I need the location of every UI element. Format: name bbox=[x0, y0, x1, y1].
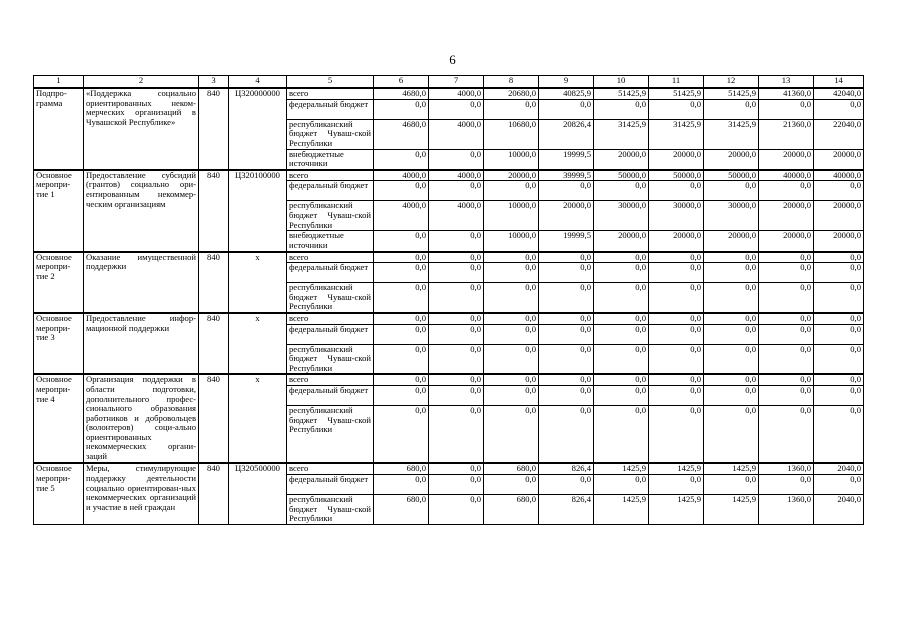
column-number-14: 14 bbox=[814, 76, 864, 89]
amount-cell: 31425,9 bbox=[649, 119, 704, 149]
amount-cell: 0,0 bbox=[429, 263, 484, 283]
amount-cell: 0,0 bbox=[814, 181, 864, 201]
amount-cell: 0,0 bbox=[594, 374, 649, 385]
amount-cell: 0,0 bbox=[539, 385, 594, 405]
column-number-10: 10 bbox=[594, 76, 649, 89]
budget-code: х bbox=[229, 252, 287, 313]
program-name: Основное меропри-тие 4 bbox=[34, 374, 84, 463]
amount-cell: 0,0 bbox=[759, 324, 814, 344]
amount-cell: 10680,0 bbox=[484, 119, 539, 149]
amount-cell: 0,0 bbox=[374, 252, 429, 263]
funding-source: федеральный бюджет bbox=[287, 99, 374, 119]
amount-cell: 0,0 bbox=[429, 495, 484, 525]
amount-cell: 31425,9 bbox=[704, 119, 759, 149]
amount-cell: 2040,0 bbox=[814, 495, 864, 525]
amount-cell: 0,0 bbox=[484, 181, 539, 201]
amount-cell: 0,0 bbox=[594, 181, 649, 201]
amount-cell: 0,0 bbox=[484, 313, 539, 324]
amount-cell: 4000,0 bbox=[429, 170, 484, 181]
amount-cell: 0,0 bbox=[484, 252, 539, 263]
amount-cell: 0,0 bbox=[429, 374, 484, 385]
amount-cell: 0,0 bbox=[759, 263, 814, 283]
amount-cell: 20680,0 bbox=[484, 88, 539, 99]
column-number-13: 13 bbox=[759, 76, 814, 89]
amount-cell: 0,0 bbox=[374, 181, 429, 201]
measure-name: «Поддержка социально ориентированных неком-мерческих организаций в Чувашской Республике» bbox=[84, 88, 199, 170]
amount-cell: 0,0 bbox=[704, 405, 759, 463]
amount-cell: 0,0 bbox=[704, 374, 759, 385]
amount-cell: 0,0 bbox=[649, 475, 704, 495]
table-row bbox=[34, 88, 864, 99]
amount-cell: 0,0 bbox=[814, 263, 864, 283]
amount-cell: 0,0 bbox=[374, 149, 429, 170]
column-number-11: 11 bbox=[649, 76, 704, 89]
amount-cell: 0,0 bbox=[704, 385, 759, 405]
amount-cell: 51425,9 bbox=[594, 88, 649, 99]
amount-cell: 0,0 bbox=[759, 181, 814, 201]
responsible-code: 840 bbox=[199, 313, 229, 374]
program-name: Основное меропри-тие 5 bbox=[34, 463, 84, 524]
amount-cell: 0,0 bbox=[594, 344, 649, 374]
measure-name: Оказание имущественной поддержки bbox=[84, 252, 199, 313]
funding-source: федеральный бюджет bbox=[287, 475, 374, 495]
funding-source: федеральный бюджет bbox=[287, 324, 374, 344]
amount-cell: 2040,0 bbox=[814, 463, 864, 474]
amount-cell: 0,0 bbox=[704, 99, 759, 119]
funding-source: республиканский бюджет Чуваш-ской Республики bbox=[287, 405, 374, 463]
amount-cell: 0,0 bbox=[374, 99, 429, 119]
amount-cell: 0,0 bbox=[814, 313, 864, 324]
amount-cell: 0,0 bbox=[374, 405, 429, 463]
amount-cell: 0,0 bbox=[759, 405, 814, 463]
amount-cell: 50000,0 bbox=[594, 170, 649, 181]
amount-cell: 0,0 bbox=[759, 344, 814, 374]
funding-source: внебюджетные источники bbox=[287, 231, 374, 252]
amount-cell: 0,0 bbox=[759, 252, 814, 263]
program-name: Основное меропри-тие 3 bbox=[34, 313, 84, 374]
funding-source: республиканский бюджет Чуваш-ской Республики bbox=[287, 495, 374, 525]
amount-cell: 51425,9 bbox=[704, 88, 759, 99]
amount-cell: 4000,0 bbox=[429, 88, 484, 99]
amount-cell: 826,4 bbox=[539, 495, 594, 525]
amount-cell: 0,0 bbox=[649, 252, 704, 263]
amount-cell: 0,0 bbox=[594, 283, 649, 313]
amount-cell: 0,0 bbox=[539, 324, 594, 344]
amount-cell: 0,0 bbox=[704, 324, 759, 344]
amount-cell: 0,0 bbox=[649, 385, 704, 405]
amount-cell: 1425,9 bbox=[594, 463, 649, 474]
amount-cell: 0,0 bbox=[484, 283, 539, 313]
measure-name: Организация поддержки в области подготовки, дополнительного профес-сионального образования работников и добровольцев (волонтеров) соци-ально ориентированных некоммерческих органи-заций bbox=[84, 374, 199, 463]
amount-cell: 1425,9 bbox=[649, 495, 704, 525]
amount-cell: 680,0 bbox=[484, 463, 539, 474]
amount-cell: 0,0 bbox=[649, 263, 704, 283]
amount-cell: 4680,0 bbox=[374, 88, 429, 99]
amount-cell: 0,0 bbox=[759, 99, 814, 119]
amount-cell: 0,0 bbox=[814, 99, 864, 119]
amount-cell: 4000,0 bbox=[429, 201, 484, 231]
table-row bbox=[34, 374, 864, 385]
responsible-code: 840 bbox=[199, 374, 229, 463]
amount-cell: 0,0 bbox=[374, 344, 429, 374]
amount-cell: 0,0 bbox=[484, 99, 539, 119]
amount-cell: 0,0 bbox=[429, 463, 484, 474]
responsible-code: 840 bbox=[199, 463, 229, 524]
amount-cell: 0,0 bbox=[539, 263, 594, 283]
amount-cell: 0,0 bbox=[539, 405, 594, 463]
table-row bbox=[34, 463, 864, 474]
amount-cell: 0,0 bbox=[594, 405, 649, 463]
amount-cell: 20000,0 bbox=[759, 231, 814, 252]
column-number-12: 12 bbox=[704, 76, 759, 89]
page-number: 6 bbox=[449, 52, 456, 67]
amount-cell: 1360,0 bbox=[759, 463, 814, 474]
amount-cell: 0,0 bbox=[594, 324, 649, 344]
budget-code: Ц320000000 bbox=[229, 88, 287, 170]
amount-cell: 50000,0 bbox=[649, 170, 704, 181]
amount-cell: 0,0 bbox=[814, 344, 864, 374]
column-number-7: 7 bbox=[429, 76, 484, 89]
amount-cell: 0,0 bbox=[429, 283, 484, 313]
amount-cell: 0,0 bbox=[484, 374, 539, 385]
responsible-code: 840 bbox=[199, 170, 229, 252]
amount-cell: 22040,0 bbox=[814, 119, 864, 149]
amount-cell: 42040,0 bbox=[814, 88, 864, 99]
amount-cell: 20000,0 bbox=[814, 201, 864, 231]
funding-source: всего bbox=[287, 313, 374, 324]
amount-cell: 0,0 bbox=[539, 313, 594, 324]
amount-cell: 21360,0 bbox=[759, 119, 814, 149]
amount-cell: 0,0 bbox=[649, 283, 704, 313]
amount-cell: 0,0 bbox=[539, 99, 594, 119]
column-number-8: 8 bbox=[484, 76, 539, 89]
amount-cell: 10000,0 bbox=[484, 149, 539, 170]
amount-cell: 0,0 bbox=[429, 252, 484, 263]
amount-cell: 39999,5 bbox=[539, 170, 594, 181]
program-name: Подпро-грамма bbox=[34, 88, 84, 170]
funding-source: федеральный бюджет bbox=[287, 181, 374, 201]
amount-cell: 0,0 bbox=[374, 313, 429, 324]
amount-cell: 680,0 bbox=[374, 495, 429, 525]
funding-source: республиканский бюджет Чуваш-ской Республики bbox=[287, 283, 374, 313]
amount-cell: 0,0 bbox=[704, 344, 759, 374]
amount-cell: 1425,9 bbox=[704, 463, 759, 474]
amount-cell: 4000,0 bbox=[374, 170, 429, 181]
amount-cell: 30000,0 bbox=[594, 201, 649, 231]
amount-cell: 0,0 bbox=[374, 385, 429, 405]
amount-cell: 0,0 bbox=[374, 231, 429, 252]
amount-cell: 0,0 bbox=[594, 385, 649, 405]
amount-cell: 0,0 bbox=[429, 385, 484, 405]
amount-cell: 0,0 bbox=[594, 252, 649, 263]
program-name: Основное меропри-тие 2 bbox=[34, 252, 84, 313]
responsible-code: 840 bbox=[199, 88, 229, 170]
header-row bbox=[34, 76, 864, 89]
funding-source: федеральный бюджет bbox=[287, 263, 374, 283]
amount-cell: 0,0 bbox=[649, 181, 704, 201]
amount-cell: 0,0 bbox=[704, 181, 759, 201]
budget-code: Ц320100000 bbox=[229, 170, 287, 252]
amount-cell: 0,0 bbox=[814, 405, 864, 463]
measure-name: Меры, стимулирующие поддержку деятельности социально ориентирован-ных некоммерческих организаций и участие в ней граждан bbox=[84, 463, 199, 524]
amount-cell: 0,0 bbox=[429, 344, 484, 374]
amount-cell: 0,0 bbox=[649, 313, 704, 324]
amount-cell: 40825,9 bbox=[539, 88, 594, 99]
amount-cell: 51425,9 bbox=[649, 88, 704, 99]
amount-cell: 0,0 bbox=[759, 313, 814, 324]
amount-cell: 20000,0 bbox=[484, 170, 539, 181]
amount-cell: 31425,9 bbox=[594, 119, 649, 149]
amount-cell: 0,0 bbox=[539, 475, 594, 495]
column-number-3: 3 bbox=[199, 76, 229, 89]
amount-cell: 4000,0 bbox=[429, 119, 484, 149]
amount-cell: 0,0 bbox=[649, 405, 704, 463]
amount-cell: 0,0 bbox=[429, 324, 484, 344]
amount-cell: 0,0 bbox=[539, 344, 594, 374]
amount-cell: 0,0 bbox=[814, 385, 864, 405]
amount-cell: 826,4 bbox=[539, 463, 594, 474]
amount-cell: 40000,0 bbox=[759, 170, 814, 181]
amount-cell: 0,0 bbox=[429, 313, 484, 324]
column-number-1: 1 bbox=[34, 76, 84, 89]
amount-cell: 0,0 bbox=[429, 475, 484, 495]
amount-cell: 0,0 bbox=[759, 283, 814, 313]
amount-cell: 0,0 bbox=[539, 181, 594, 201]
table-row bbox=[34, 170, 864, 181]
amount-cell: 0,0 bbox=[759, 385, 814, 405]
column-number-9: 9 bbox=[539, 76, 594, 89]
amount-cell: 0,0 bbox=[374, 475, 429, 495]
amount-cell: 0,0 bbox=[649, 324, 704, 344]
amount-cell: 30000,0 bbox=[704, 201, 759, 231]
amount-cell: 0,0 bbox=[429, 99, 484, 119]
amount-cell: 20000,0 bbox=[814, 149, 864, 170]
amount-cell: 4680,0 bbox=[374, 119, 429, 149]
amount-cell: 0,0 bbox=[374, 374, 429, 385]
amount-cell: 0,0 bbox=[374, 263, 429, 283]
amount-cell: 20000,0 bbox=[759, 149, 814, 170]
funding-source: федеральный бюджет bbox=[287, 385, 374, 405]
amount-cell: 0,0 bbox=[484, 405, 539, 463]
amount-cell: 0,0 bbox=[814, 374, 864, 385]
amount-cell: 0,0 bbox=[814, 283, 864, 313]
measure-name: Предоставление субсидий (грантов) социально ори-ентированным некоммер-ческим организациям bbox=[84, 170, 199, 252]
amount-cell: 0,0 bbox=[649, 374, 704, 385]
amount-cell: 0,0 bbox=[759, 475, 814, 495]
amount-cell: 0,0 bbox=[704, 252, 759, 263]
funding-source: всего bbox=[287, 170, 374, 181]
table-row bbox=[34, 313, 864, 324]
amount-cell: 0,0 bbox=[759, 374, 814, 385]
budget-table bbox=[33, 75, 864, 525]
amount-cell: 20000,0 bbox=[704, 231, 759, 252]
funding-source: республиканский бюджет Чуваш-ской Республики bbox=[287, 344, 374, 374]
amount-cell: 20000,0 bbox=[704, 149, 759, 170]
amount-cell: 19999,5 bbox=[539, 149, 594, 170]
amount-cell: 0,0 bbox=[539, 252, 594, 263]
amount-cell: 0,0 bbox=[704, 475, 759, 495]
amount-cell: 0,0 bbox=[539, 374, 594, 385]
amount-cell: 0,0 bbox=[429, 405, 484, 463]
program-name: Основное меропри-тие 1 bbox=[34, 170, 84, 252]
table-body bbox=[34, 76, 864, 525]
funding-source: внебюджетные источники bbox=[287, 149, 374, 170]
funding-source: всего bbox=[287, 252, 374, 263]
amount-cell: 10000,0 bbox=[484, 201, 539, 231]
amount-cell: 4000,0 bbox=[374, 201, 429, 231]
amount-cell: 20000,0 bbox=[649, 149, 704, 170]
amount-cell: 0,0 bbox=[539, 283, 594, 313]
amount-cell: 20000,0 bbox=[814, 231, 864, 252]
amount-cell: 0,0 bbox=[594, 99, 649, 119]
amount-cell: 41360,0 bbox=[759, 88, 814, 99]
amount-cell: 1425,9 bbox=[704, 495, 759, 525]
amount-cell: 10000,0 bbox=[484, 231, 539, 252]
column-number-4: 4 bbox=[229, 76, 287, 89]
amount-cell: 0,0 bbox=[594, 263, 649, 283]
amount-cell: 20000,0 bbox=[594, 149, 649, 170]
amount-cell: 0,0 bbox=[429, 149, 484, 170]
amount-cell: 20000,0 bbox=[594, 231, 649, 252]
amount-cell: 20826,4 bbox=[539, 119, 594, 149]
table-row bbox=[34, 252, 864, 263]
amount-cell: 0,0 bbox=[594, 475, 649, 495]
amount-cell: 0,0 bbox=[429, 231, 484, 252]
amount-cell: 680,0 bbox=[484, 495, 539, 525]
amount-cell: 1360,0 bbox=[759, 495, 814, 525]
column-number-2: 2 bbox=[84, 76, 199, 89]
amount-cell: 0,0 bbox=[484, 385, 539, 405]
funding-source: республиканский бюджет Чуваш-ской Республики bbox=[287, 119, 374, 149]
amount-cell: 0,0 bbox=[814, 252, 864, 263]
funding-source: всего bbox=[287, 88, 374, 99]
amount-cell: 20000,0 bbox=[649, 231, 704, 252]
amount-cell: 0,0 bbox=[649, 344, 704, 374]
amount-cell: 30000,0 bbox=[649, 201, 704, 231]
measure-name: Предоставление инфор-мационной поддержки bbox=[84, 313, 199, 374]
amount-cell: 0,0 bbox=[594, 313, 649, 324]
amount-cell: 0,0 bbox=[814, 475, 864, 495]
funding-source: всего bbox=[287, 374, 374, 385]
funding-source: всего bbox=[287, 463, 374, 474]
budget-code: Ц320500000 bbox=[229, 463, 287, 524]
amount-cell: 0,0 bbox=[649, 99, 704, 119]
amount-cell: 0,0 bbox=[484, 324, 539, 344]
amount-cell: 1425,9 bbox=[594, 495, 649, 525]
funding-source: республиканский бюджет Чуваш-ской Республики bbox=[287, 201, 374, 231]
amount-cell: 19999,5 bbox=[539, 231, 594, 252]
budget-code: х bbox=[229, 374, 287, 463]
column-number-5: 5 bbox=[287, 76, 374, 89]
amount-cell: 0,0 bbox=[704, 313, 759, 324]
amount-cell: 0,0 bbox=[374, 283, 429, 313]
amount-cell: 0,0 bbox=[704, 283, 759, 313]
responsible-code: 840 bbox=[199, 252, 229, 313]
amount-cell: 1425,9 bbox=[649, 463, 704, 474]
column-number-6: 6 bbox=[374, 76, 429, 89]
amount-cell: 680,0 bbox=[374, 463, 429, 474]
amount-cell: 20000,0 bbox=[759, 201, 814, 231]
amount-cell: 0,0 bbox=[374, 324, 429, 344]
amount-cell: 0,0 bbox=[484, 475, 539, 495]
amount-cell: 0,0 bbox=[429, 181, 484, 201]
amount-cell: 20000,0 bbox=[539, 201, 594, 231]
budget-code: х bbox=[229, 313, 287, 374]
amount-cell: 0,0 bbox=[814, 324, 864, 344]
amount-cell: 0,0 bbox=[484, 263, 539, 283]
amount-cell: 0,0 bbox=[704, 263, 759, 283]
amount-cell: 40000,0 bbox=[814, 170, 864, 181]
amount-cell: 0,0 bbox=[484, 344, 539, 374]
amount-cell: 50000,0 bbox=[704, 170, 759, 181]
